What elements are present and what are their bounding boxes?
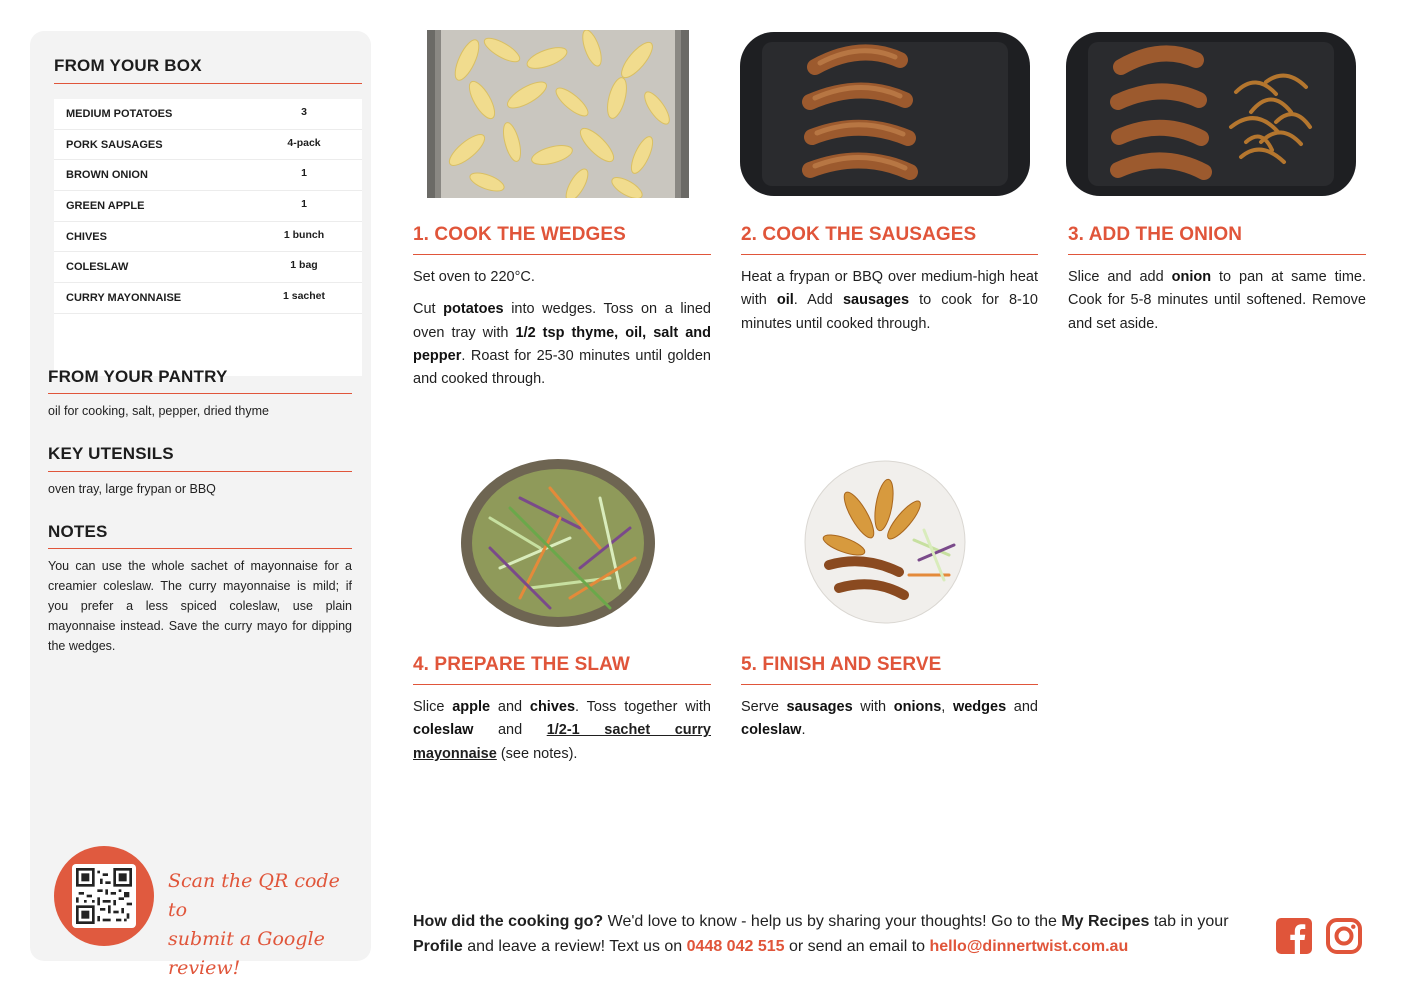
ingredient-qty: 4-pack <box>287 136 321 149</box>
step-4-body <box>413 696 711 775</box>
qr-code-icon <box>76 868 132 924</box>
bold-text: coleslaw <box>741 722 802 739</box>
wedges-tray-image <box>427 30 689 198</box>
text: Serve <box>741 699 787 715</box>
step-2-paragraph <box>741 266 1038 336</box>
divider <box>413 684 711 685</box>
ingredient-row <box>54 191 362 222</box>
text: . Roast for 25-30 minutes until golden and cooked through. <box>413 347 711 388</box>
divider <box>1068 254 1366 255</box>
qr-caption <box>168 867 358 983</box>
ingredient-name: CHIVES <box>66 230 107 243</box>
step-1-paragraph <box>413 298 711 391</box>
pantry-title: FROM YOUR PANTRY <box>48 367 228 386</box>
bold-text: potatoes <box>443 301 504 318</box>
profile-link[interactable]: Profile <box>413 938 463 955</box>
step-2-title: 2. COOK THE SAUSAGES <box>741 224 977 245</box>
step-3-title: 3. ADD THE ONION <box>1068 224 1243 245</box>
my-recipes-link[interactable]: My Recipes <box>1061 913 1150 930</box>
bold-text: oil <box>776 292 794 309</box>
phone-link[interactable]: 0448 042 515 <box>686 938 785 955</box>
ingredient-qty: 1 <box>301 167 307 180</box>
bold-text: 1/2 tsp thyme, oil, salt and pepper <box>413 324 711 364</box>
step-5-body <box>741 696 1038 752</box>
text: to pan at same time. Cook for 5-8 minutes until softened. Remove and set aside. <box>1068 269 1366 332</box>
step-3-body <box>1068 266 1366 345</box>
text: tab in your <box>1149 913 1229 930</box>
ingredient-row <box>54 222 362 253</box>
step-1-title: 1. COOK THE WEDGES <box>413 224 626 245</box>
divider <box>741 254 1038 255</box>
notes-text: You can use the whole sachet of mayonnaise for a creamier coleslaw. The curry mayonnaise is mild; if you prefer a less spiced coleslaw, use plain mayonnaise instead. Save the curry mayo for dipping the wedges. <box>48 559 352 653</box>
email-link[interactable]: hello@dinnertwist.com.au <box>929 938 1129 955</box>
bold-text: wedges <box>952 699 1007 715</box>
bold-text: onions <box>893 699 942 715</box>
qr-code[interactable] <box>72 864 136 928</box>
bold-text: sausages <box>842 292 910 309</box>
text: . Add <box>793 292 843 309</box>
qr-code-badge[interactable] <box>54 846 154 946</box>
divider <box>48 393 352 394</box>
ingredient-row <box>54 99 362 130</box>
ingredient-name: BROWN ONION <box>66 169 148 182</box>
step-3-paragraph <box>1068 266 1366 336</box>
text: Heat a frypan or BBQ over medium-high heat with <box>741 269 1038 309</box>
qr-caption-line: Scan the QR code to <box>168 870 340 921</box>
text: Slice and add <box>1068 269 1172 285</box>
review-prompt <box>413 909 1263 959</box>
step-4-paragraph <box>413 696 711 766</box>
slaw-bowl-image <box>460 458 656 628</box>
step-4-title: 4. PREPARE THE SLAW <box>413 654 630 675</box>
ingredient-row-empty <box>54 314 362 345</box>
qr-caption-line: submit a Google review! <box>168 928 325 979</box>
text: to cook for 8-10 minutes until cooked through. <box>741 292 1038 332</box>
divider <box>48 471 352 472</box>
sausages-onion-image <box>1066 32 1356 196</box>
text: and <box>1006 699 1038 715</box>
bold-text: chives <box>529 699 576 715</box>
ingredient-name: GREEN APPLE <box>66 200 145 213</box>
bold-text: coleslaw <box>413 722 474 739</box>
ingredient-qty: 1 bag <box>290 259 318 272</box>
text: Slice <box>413 699 453 715</box>
ingredient-qty: 3 <box>301 106 307 118</box>
text: Cut <box>413 301 444 318</box>
from-your-box-title: FROM YOUR BOX <box>54 56 202 75</box>
divider <box>54 83 362 84</box>
bold-text: onion <box>1171 269 1212 285</box>
step-5-paragraph <box>741 696 1038 743</box>
step-5-title: 5. FINISH AND SERVE <box>741 654 942 675</box>
text: and <box>490 699 530 715</box>
divider <box>741 684 1038 685</box>
ingredients-panel <box>30 31 371 979</box>
ingredient-name: MEDIUM POTATOES <box>66 108 173 120</box>
ingredient-row <box>54 252 362 283</box>
text: . <box>801 722 806 739</box>
bold-text: How did the cooking go? <box>413 913 604 930</box>
ingredient-row <box>54 283 362 314</box>
ingredient-name: PORK SAUSAGES <box>66 138 163 151</box>
sausages-griddle-image <box>740 32 1030 196</box>
utensils-title: KEY UTENSILS <box>48 444 174 463</box>
ingredient-row <box>54 130 362 161</box>
text: into wedges. Toss on a lined oven tray with <box>413 301 711 341</box>
step-1-body <box>413 266 711 400</box>
facebook-icon[interactable] <box>1275 917 1313 955</box>
step-2-body <box>741 266 1038 345</box>
divider <box>413 254 711 255</box>
text: , <box>941 699 953 715</box>
pantry-text: oil for cooking, salt, pepper, dried thyme <box>48 404 269 418</box>
ingredient-name: COLESLAW <box>66 261 129 274</box>
utensils-text: oven tray, large frypan or BBQ <box>48 482 216 496</box>
underlined-text: 1/2-1 sachet curry mayonnaise <box>413 722 711 762</box>
bold-text: sausages <box>786 699 853 715</box>
bold-text: apple <box>452 699 491 715</box>
text: and <box>473 722 547 739</box>
plated-meal-image <box>804 460 966 624</box>
ingredient-qty: 1 <box>301 198 307 211</box>
divider <box>48 548 352 549</box>
text: (see notes). <box>496 745 578 762</box>
text: . Toss together with <box>575 699 711 715</box>
ingredient-row <box>54 160 362 191</box>
step-1-line: Set oven to 220°C. <box>413 269 535 285</box>
text: We'd love to know - help us by sharing your thoughts! Go to the <box>603 913 1062 930</box>
ingredient-name: CURRY MAYONNAISE <box>66 292 182 305</box>
notes-title: NOTES <box>48 522 108 541</box>
instagram-icon[interactable] <box>1325 917 1363 955</box>
ingredient-qty: 1 bunch <box>283 228 325 241</box>
text: and leave a review! Text us on <box>462 938 687 955</box>
ingredient-qty: 1 sachet <box>282 290 326 303</box>
text: with <box>852 699 894 715</box>
text: or send an email to <box>784 938 930 955</box>
ingredients-table <box>54 99 362 376</box>
